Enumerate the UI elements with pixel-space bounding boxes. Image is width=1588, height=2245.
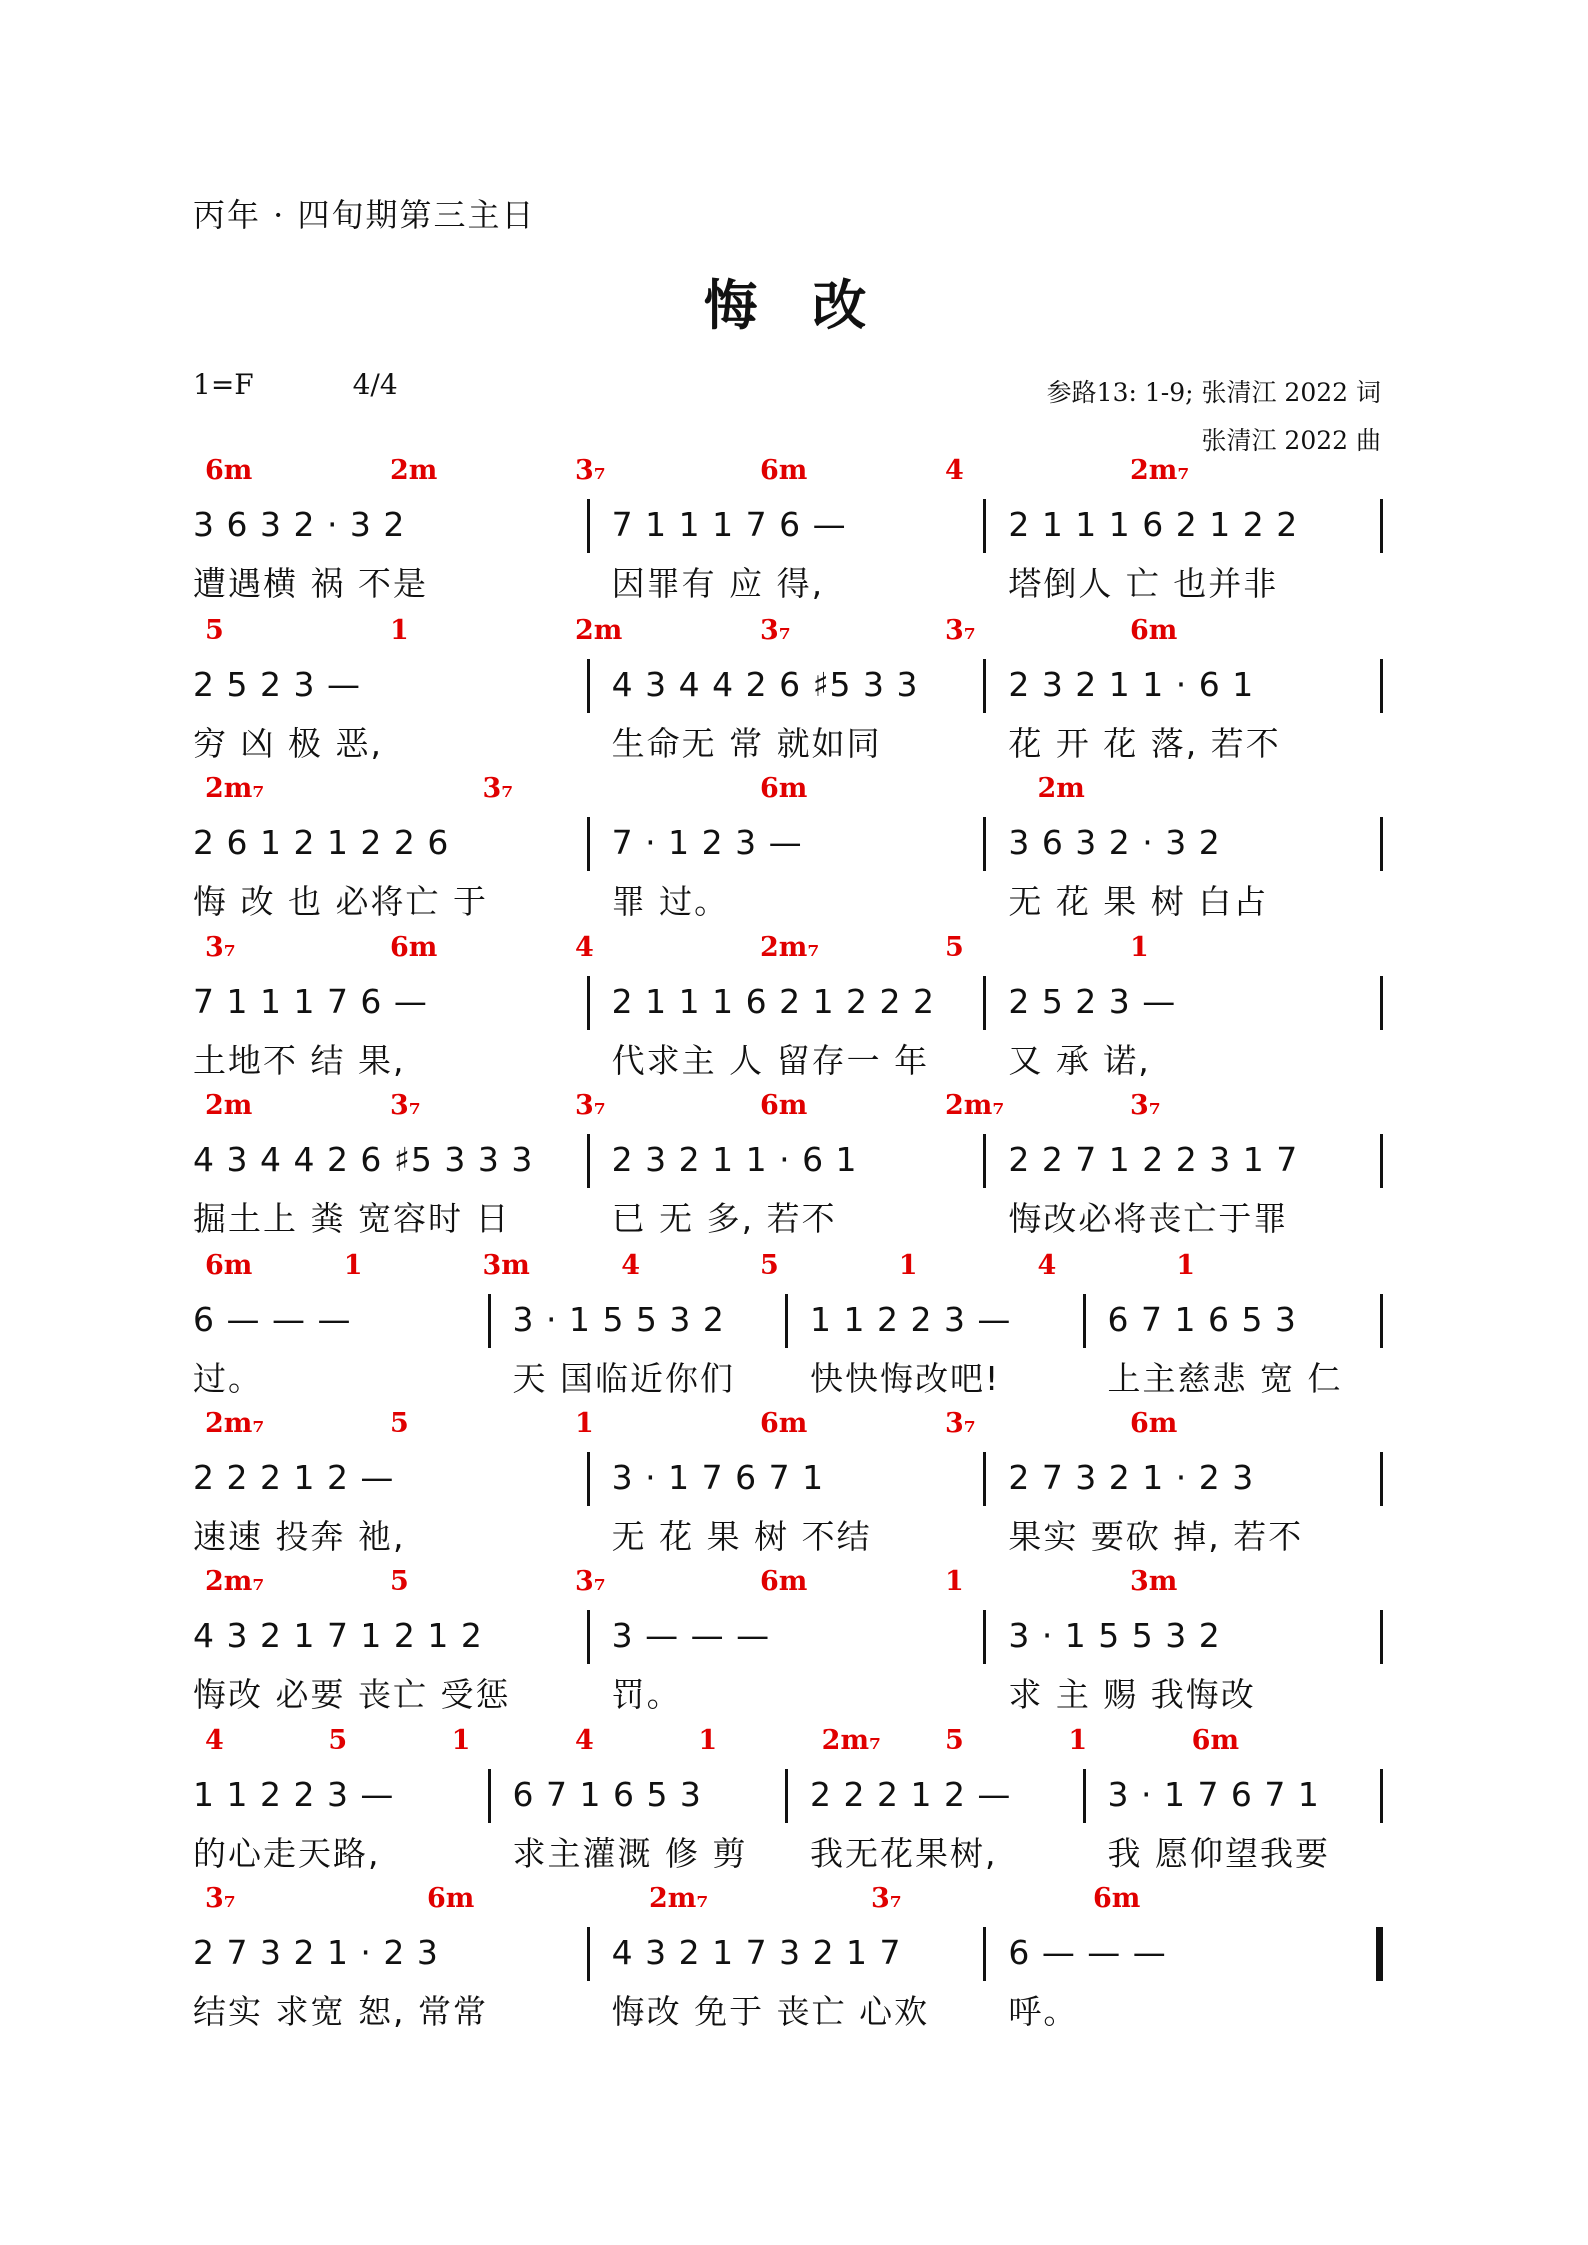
chord-symbol: 6m bbox=[1130, 615, 1178, 646]
chord-symbol: 5 bbox=[390, 1408, 409, 1439]
barline bbox=[1380, 499, 1383, 553]
chord-symbol: 2m₇ bbox=[945, 1090, 1005, 1121]
lyric-phrase: 呼。 bbox=[1008, 1992, 1079, 2031]
barline bbox=[983, 1452, 986, 1506]
chord-symbol: 3₇ bbox=[945, 615, 976, 646]
chord-symbol: 2m₇ bbox=[205, 1566, 265, 1597]
lyric-phrase: 果实 要砍 掉, 若不 bbox=[1008, 1517, 1304, 1556]
chord-symbol: 2m₇ bbox=[649, 1883, 709, 1914]
chord-row bbox=[193, 1566, 1383, 1606]
chord-symbol: 3m bbox=[482, 1250, 530, 1281]
measure: 3 — — — bbox=[611, 1616, 771, 1655]
barline bbox=[1380, 817, 1383, 871]
measure: 2 1 1 1 6 2 1 2 2 bbox=[1008, 505, 1299, 544]
chord-symbol: 5 bbox=[390, 1566, 409, 1597]
chord-symbol: 5 bbox=[945, 932, 964, 963]
chord-symbol: 4 bbox=[1037, 1250, 1057, 1281]
lyric-phrase: 求 主 赐 我悔改 bbox=[1008, 1675, 1256, 1714]
chord-symbol: 2m bbox=[575, 615, 623, 646]
notation-row bbox=[193, 665, 1383, 715]
measure: 2 1 1 1 6 2 1 2 2 2 bbox=[611, 982, 936, 1021]
measure: 1 1 2 2 3 — bbox=[810, 1300, 1012, 1339]
barline bbox=[488, 1294, 491, 1348]
barline bbox=[587, 499, 590, 553]
barline bbox=[983, 499, 986, 553]
measure: 6 7 1 6 5 3 bbox=[512, 1775, 702, 1814]
chord-symbol: 1 bbox=[451, 1725, 471, 1756]
chord-symbol: 3₇ bbox=[575, 1090, 606, 1121]
lyric-phrase: 上主慈悲 宽 仁 bbox=[1107, 1359, 1343, 1398]
lyric-phrase: 塔倒人 亡 也并非 bbox=[1008, 564, 1279, 603]
chord-symbol: 6m bbox=[427, 1883, 475, 1914]
measure: 7 1 1 1 7 6 — bbox=[611, 505, 847, 544]
barline bbox=[1380, 1610, 1383, 1664]
measure: 3 · 1 7 6 7 1 bbox=[611, 1458, 825, 1497]
chord-symbol: 6m bbox=[1191, 1725, 1240, 1756]
chord-row bbox=[193, 1725, 1383, 1765]
lyric-phrase: 生命无 常 就如同 bbox=[611, 724, 882, 763]
lyric-phrase: 悔改必将丧亡于罪 bbox=[1008, 1199, 1289, 1238]
chord-symbol: 5 bbox=[945, 1725, 964, 1756]
lyric-phrase: 我 愿仰望我要 bbox=[1107, 1834, 1330, 1873]
lyric-phrase: 天 国临近你们 bbox=[512, 1359, 735, 1398]
chord-symbol: 2m bbox=[205, 1090, 253, 1121]
notation-row bbox=[193, 1933, 1383, 1983]
chord-symbol: 6m bbox=[205, 455, 253, 486]
measure: 2 3 2 1 1 · 6 1 bbox=[1008, 665, 1255, 704]
measure: 6 — — — bbox=[1008, 1933, 1167, 1972]
chord-symbol: 4 bbox=[205, 1725, 224, 1756]
barline bbox=[587, 976, 590, 1030]
measure: 2 3 2 1 1 · 6 1 bbox=[611, 1140, 858, 1179]
lyric-phrase: 代求主 人 留存一 年 bbox=[611, 1041, 930, 1080]
chord-symbol: 5 bbox=[328, 1725, 348, 1756]
chord-symbol: 3₇ bbox=[390, 1090, 421, 1121]
chord-symbol: 3₇ bbox=[205, 932, 236, 963]
lyric-phrase: 又 承 诺, bbox=[1008, 1041, 1151, 1080]
chord-symbol: 2m₇ bbox=[760, 932, 820, 963]
chord-symbol: 3₇ bbox=[1130, 1090, 1161, 1121]
measure: 2 2 2 1 2 — bbox=[193, 1458, 395, 1497]
barline bbox=[983, 1610, 986, 1664]
measure: 2 7 3 2 1 · 2 3 bbox=[193, 1933, 439, 1972]
chord-symbol: 6m bbox=[760, 1408, 808, 1439]
chord-symbol: 3m bbox=[1130, 1566, 1178, 1597]
chord-symbol: 1 bbox=[390, 615, 409, 646]
barline bbox=[587, 817, 590, 871]
chord-symbol: 1 bbox=[575, 1408, 594, 1439]
lyric-phrase: 无 花 果 树 不结 bbox=[611, 1517, 872, 1556]
lyric-phrase: 罚。 bbox=[611, 1675, 682, 1714]
occasion-heading: 丙年 · 四旬期第三主日 bbox=[193, 196, 536, 234]
barline bbox=[1380, 1134, 1383, 1188]
notation-row bbox=[193, 1775, 1383, 1825]
measure: 4 3 4 4 2 6 ♯5 3 3 bbox=[611, 665, 919, 704]
measure: 3 6 3 2 · 3 2 bbox=[193, 505, 406, 544]
barline bbox=[1380, 1294, 1383, 1348]
lyric-phrase: 无 花 果 树 白占 bbox=[1008, 882, 1269, 921]
chord-row bbox=[193, 1250, 1383, 1290]
barline bbox=[587, 659, 590, 713]
lyric-phrase: 因罪有 应 得, bbox=[611, 564, 825, 603]
score-line bbox=[193, 1566, 1383, 1716]
chord-symbol: 3₇ bbox=[482, 773, 514, 804]
music-credit: 张清江 2022 曲 bbox=[1201, 426, 1381, 455]
chord-symbol: 2m bbox=[390, 455, 438, 486]
chord-row bbox=[193, 1883, 1383, 1923]
lyric-phrase: 速速 投奔 祂, bbox=[193, 1517, 406, 1556]
lyric-phrase: 的心走天路, bbox=[193, 1834, 381, 1873]
barline bbox=[488, 1769, 491, 1823]
measure: 2 5 2 3 — bbox=[1008, 982, 1177, 1021]
score-line bbox=[193, 1090, 1383, 1240]
chord-symbol: 3₇ bbox=[760, 615, 791, 646]
chord-symbol: 4 bbox=[575, 1725, 594, 1756]
chord-row bbox=[193, 615, 1383, 655]
notation-row bbox=[193, 1140, 1383, 1190]
chord-symbol: 4 bbox=[575, 932, 594, 963]
chord-row bbox=[193, 1408, 1383, 1448]
chord-symbol: 3₇ bbox=[945, 1408, 976, 1439]
score-line bbox=[193, 1408, 1383, 1558]
barline bbox=[785, 1294, 788, 1348]
chord-symbol: 6m bbox=[1093, 1883, 1141, 1914]
key-and-time bbox=[193, 368, 398, 401]
chord-symbol: 6m bbox=[205, 1250, 253, 1281]
chord-symbol: 6m bbox=[760, 455, 808, 486]
measure: 6 — — — bbox=[193, 1300, 352, 1339]
lyric-phrase: 快快悔改吧! bbox=[810, 1359, 1001, 1398]
chord-symbol: 2m₇ bbox=[821, 1725, 881, 1756]
lyric-phrase: 悔改 免于 丧亡 心欢 bbox=[611, 1992, 930, 2031]
barline bbox=[983, 976, 986, 1030]
chord-symbol: 6m bbox=[390, 932, 438, 963]
measure: 2 5 2 3 — bbox=[193, 665, 361, 704]
lyric-phrase: 遭遇横 祸 不是 bbox=[193, 564, 428, 603]
barline bbox=[587, 1927, 590, 1981]
chord-symbol: 1 bbox=[898, 1250, 918, 1281]
lyric-phrase: 罪 过。 bbox=[611, 882, 730, 921]
measure: 6 7 1 6 5 3 bbox=[1107, 1300, 1297, 1339]
lyric-phrase: 悔改 必要 丧亡 受惩 bbox=[193, 1675, 511, 1714]
chord-symbol: 5 bbox=[760, 1250, 779, 1281]
barline bbox=[1380, 1452, 1383, 1506]
lyric-phrase: 求主灌溉 修 剪 bbox=[512, 1834, 748, 1873]
barline bbox=[785, 1769, 788, 1823]
chord-row bbox=[193, 932, 1383, 972]
score-line bbox=[193, 1883, 1383, 2033]
barline bbox=[1083, 1294, 1086, 1348]
score-line bbox=[193, 1725, 1383, 1875]
chord-symbol: 1 bbox=[698, 1725, 718, 1756]
measure: 7 · 1 2 3 — bbox=[611, 823, 803, 862]
barline bbox=[1380, 659, 1383, 713]
chord-symbol: 2m₇ bbox=[205, 773, 265, 804]
chord-symbol: 6m bbox=[760, 1090, 808, 1121]
score-line bbox=[193, 773, 1383, 923]
barline bbox=[1380, 976, 1383, 1030]
measure: 2 7 3 2 1 · 2 3 bbox=[1008, 1458, 1255, 1497]
chord-symbol: 1 bbox=[1068, 1725, 1088, 1756]
chord-symbol: 2m₇ bbox=[1130, 455, 1190, 486]
lyric-phrase: 掘土上 粪 宽容时 日 bbox=[193, 1199, 511, 1238]
lyric-phrase: 过。 bbox=[193, 1359, 263, 1398]
chord-symbol: 3₇ bbox=[871, 1883, 902, 1914]
chord-symbol: 5 bbox=[205, 615, 224, 646]
measure: 3 · 1 5 5 3 2 bbox=[512, 1300, 725, 1339]
measure: 4 3 2 1 7 1 2 1 2 bbox=[193, 1616, 483, 1655]
chord-symbol: 1 bbox=[945, 1566, 964, 1597]
chord-symbol: 3₇ bbox=[205, 1883, 236, 1914]
score-line bbox=[193, 932, 1383, 1082]
barline bbox=[983, 1134, 986, 1188]
lyric-phrase: 土地不 结 果, bbox=[193, 1041, 406, 1080]
barline bbox=[1083, 1769, 1086, 1823]
chord-symbol: 3₇ bbox=[575, 455, 606, 486]
chord-row bbox=[193, 455, 1383, 495]
chord-symbol: 1 bbox=[1130, 932, 1149, 963]
chord-symbol: 2m bbox=[1037, 773, 1085, 804]
measure: 2 2 2 1 2 — bbox=[810, 1775, 1012, 1814]
barline bbox=[587, 1610, 590, 1664]
barline bbox=[587, 1134, 590, 1188]
chord-symbol: 6m bbox=[1130, 1408, 1178, 1439]
notation-row bbox=[193, 1458, 1383, 1508]
measure: 3 6 3 2 · 3 2 bbox=[1008, 823, 1221, 862]
chord-symbol: 2m₇ bbox=[205, 1408, 265, 1439]
chord-row bbox=[193, 773, 1383, 813]
chord-symbol: 4 bbox=[621, 1250, 641, 1281]
chord-symbol: 1 bbox=[343, 1250, 363, 1281]
lyric-phrase: 结实 求宽 恕, 常常 bbox=[193, 1992, 488, 2031]
notation-row bbox=[193, 982, 1383, 1032]
barline bbox=[983, 659, 986, 713]
notation-row bbox=[193, 1300, 1383, 1350]
measure: 4 3 4 4 2 6 ♯5 3 3 3 bbox=[193, 1140, 534, 1179]
chord-row bbox=[193, 1090, 1383, 1130]
notation-row bbox=[193, 1616, 1383, 1666]
barline bbox=[983, 1927, 986, 1981]
lyrics-credit: 参路13: 1-9; 张清江 2022 词 bbox=[1046, 378, 1381, 407]
chord-symbol: 4 bbox=[945, 455, 964, 486]
measure: 4 3 2 1 7 3 2 1 7 bbox=[611, 1933, 902, 1972]
barline bbox=[983, 817, 986, 871]
key-signature: 1=F bbox=[193, 368, 254, 401]
barline bbox=[1380, 1769, 1383, 1823]
lyric-phrase: 穷 凶 极 恶, bbox=[193, 724, 383, 763]
time-signature: 4/4 bbox=[352, 368, 398, 401]
measure: 2 2 7 1 2 2 3 1 7 bbox=[1008, 1140, 1299, 1179]
lyric-phrase: 悔 改 也 必将亡 于 bbox=[193, 882, 488, 921]
chord-symbol: 1 bbox=[1176, 1250, 1196, 1281]
score-line bbox=[193, 455, 1383, 605]
measure: 1 1 2 2 3 — bbox=[193, 1775, 395, 1814]
song-title: 悔 改 bbox=[703, 274, 885, 337]
notation-row bbox=[193, 505, 1383, 555]
chord-symbol: 6m bbox=[760, 773, 808, 804]
measure: 2 6 1 2 1 2 2 6 bbox=[193, 823, 450, 862]
notation-row bbox=[193, 823, 1383, 873]
barline bbox=[587, 1452, 590, 1506]
measure: 7 1 1 1 7 6 — bbox=[193, 982, 428, 1021]
chord-symbol: 3₇ bbox=[575, 1566, 606, 1597]
final-barline bbox=[1376, 1927, 1383, 1981]
lyric-phrase: 我无花果树, bbox=[810, 1834, 998, 1873]
lyric-phrase: 已 无 多, 若不 bbox=[611, 1199, 837, 1238]
chord-symbol: 6m bbox=[760, 1566, 808, 1597]
measure: 3 · 1 7 6 7 1 bbox=[1107, 1775, 1320, 1814]
score-line bbox=[193, 615, 1383, 765]
score-line bbox=[193, 1250, 1383, 1400]
measure: 3 · 1 5 5 3 2 bbox=[1008, 1616, 1221, 1655]
lyric-phrase: 花 开 花 落, 若不 bbox=[1008, 724, 1281, 763]
